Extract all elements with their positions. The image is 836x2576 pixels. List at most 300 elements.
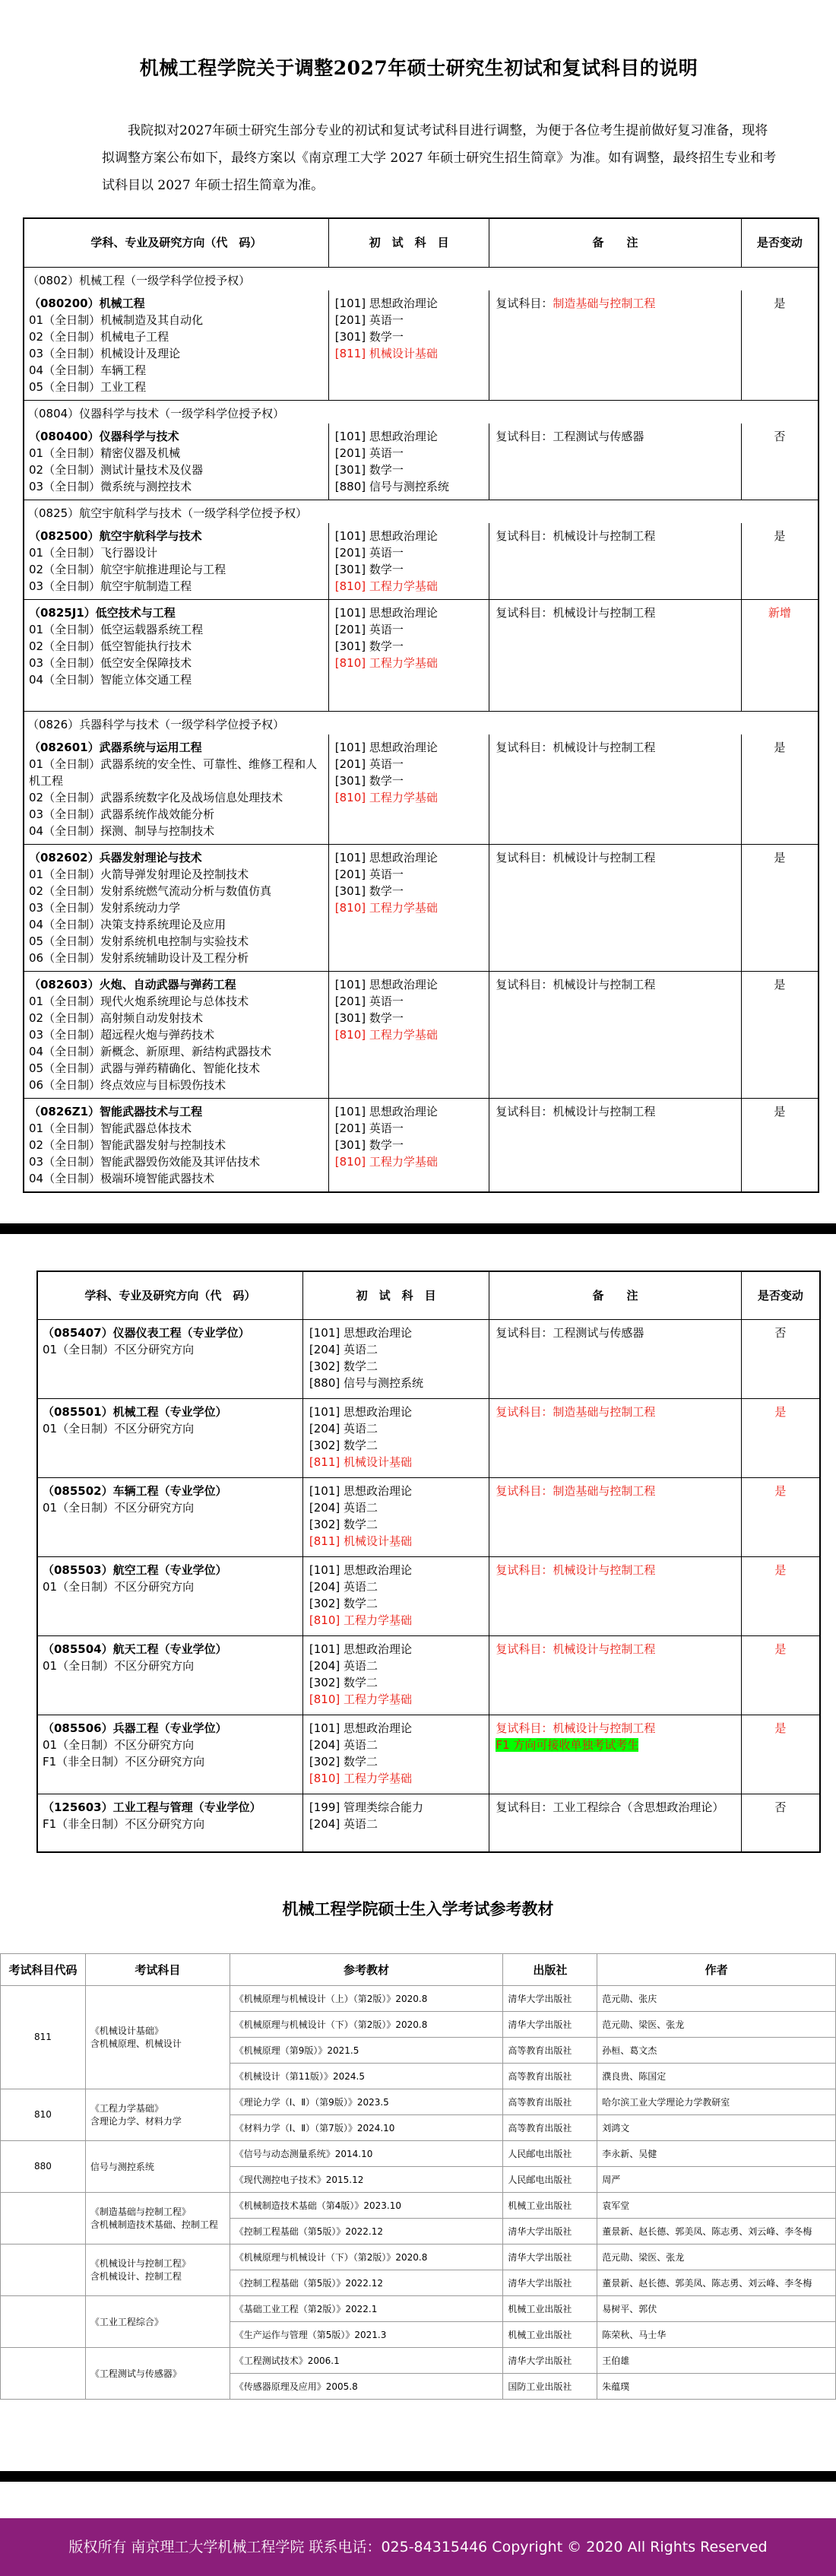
notes-cell	[489, 424, 741, 500]
section-notice	[0, 0, 836, 1193]
direction-item: 06（全日制）终点效应与目标毁伤技术	[29, 1077, 226, 1092]
retest-note: 复试科目：机械设计与控制工程	[496, 1642, 656, 1656]
publisher-cell: 国防工业出版社	[503, 2373, 597, 2399]
changed-cell: 是	[741, 844, 819, 971]
retest-value: 机械设计与控制工程	[553, 740, 656, 754]
changed-cell: 是	[741, 1715, 820, 1794]
publisher-cell: 清华大学出版社	[503, 2244, 597, 2270]
subject-item: [101] 思想政治理论	[334, 850, 438, 864]
direction-item: F1（非全日制）不区分研究方向	[43, 1755, 205, 1769]
notes-cell	[489, 1320, 741, 1399]
book-row	[1, 1985, 836, 2011]
major-name: （082601）武器系统与运用工程	[29, 740, 202, 754]
subjects-cell	[328, 424, 489, 500]
publisher-cell: 清华大学出版社	[503, 2270, 597, 2295]
retest-note	[496, 604, 734, 621]
subject-item: [302] 数学二	[309, 1439, 378, 1452]
publisher-cell: 清华大学出版社	[503, 2011, 597, 2037]
direction-item: 02（全日制）低空智能执行技术	[29, 639, 192, 653]
exam-code-cell	[1, 2347, 86, 2399]
notes-cell	[489, 1557, 741, 1636]
retest-note	[496, 295, 734, 312]
header-discipline: 学科、专业及研究方向（代 码）	[37, 1271, 302, 1320]
subject-item: [810] 工程力学基础	[309, 1613, 412, 1627]
subject-item: [811] 机械设计基础	[334, 346, 438, 360]
notes-cell	[489, 1794, 741, 1852]
direction-item: 06（全日制）发射系统辅助设计及工程分析	[29, 950, 249, 965]
exam-code-cell: 811	[1, 1985, 86, 2089]
notes-cell	[489, 1478, 741, 1557]
exam-code-cell: 880	[1, 2140, 86, 2192]
subjects-cell	[302, 1636, 489, 1715]
category-heading: （0804）仪器科学与技术（一级学科学位授予权）	[24, 400, 819, 424]
notes-cell	[489, 290, 741, 401]
notes-cell	[489, 1098, 741, 1192]
subject-item: [880] 信号与测控系统	[334, 479, 449, 493]
footer: 版权所有 南京理工大学机械工程学院 联系电话：025-84315446 Copyright © 2020 All Rights Reserved	[0, 2518, 836, 2576]
exam-subject-cell: 信号与测控系统	[85, 2140, 230, 2192]
major-name: （082603）火炮、自动武器与弹药工程	[29, 977, 236, 991]
direction-item: 02（全日制）航空宇航推进理论与工程	[29, 562, 226, 576]
retest-note: 复试科目：制造基础与控制工程	[496, 1484, 656, 1498]
major-cell	[24, 424, 328, 500]
table-row	[24, 734, 819, 845]
direction-item: 01（全日制）不区分研究方向	[43, 1738, 195, 1752]
subject-item: [204] 英语二	[309, 1738, 378, 1752]
exam-subject-cell: 《机械设计与控制工程》 含机械设计、控制工程	[85, 2244, 230, 2295]
subject-item: [204] 英语二	[309, 1659, 378, 1673]
category-row	[24, 500, 819, 523]
plan-table-professional	[36, 1271, 821, 1853]
exam-code-cell	[1, 2295, 86, 2347]
author-cell: 范元勋、张庆	[597, 1985, 836, 2011]
notes-cell	[489, 599, 741, 711]
publisher-cell: 机械工业出版社	[503, 2192, 597, 2218]
book-title-cell: 《机械制造技术基础（第4版）》2023.10	[230, 2192, 503, 2218]
retest-note	[496, 849, 734, 866]
book-title-cell: 《信号与动态测量系统》2014.10	[230, 2140, 503, 2166]
subject-item: [101] 思想政治理论	[309, 1405, 412, 1419]
retest-value: 机械设计与控制工程	[553, 1104, 656, 1118]
table-row	[37, 1320, 820, 1399]
subject-item: [201] 英语一	[334, 1121, 404, 1135]
subject-item: [101] 思想政治理论	[334, 977, 438, 991]
changed-cell: 新增	[741, 599, 819, 711]
publisher-cell: 人民邮电出版社	[503, 2140, 597, 2166]
table-row	[24, 844, 819, 971]
direction-item: 01（全日制）机械制造及其自动化	[29, 312, 204, 327]
direction-item: 02（全日制）机械电子工程	[29, 329, 169, 344]
table-row	[37, 1794, 820, 1852]
direction-item: 04（全日制）新概念、新原理、新结构武器技术	[29, 1044, 272, 1058]
publisher-cell: 高等教育出版社	[503, 2037, 597, 2063]
direction-item: F1（非全日制）不区分研究方向	[43, 1817, 205, 1831]
notes-cell	[489, 1715, 741, 1794]
direction-item: 03（全日制）智能武器毁伤效能及其评估技术	[29, 1154, 261, 1169]
book-title-cell: 《机械设计（第11版）》2024.5	[230, 2063, 503, 2089]
author-cell: 董景新、赵长德、郭美凤、陈志勇、刘云峰、李冬梅	[597, 2218, 836, 2244]
retest-note: 复试科目：制造基础与控制工程	[496, 1405, 656, 1419]
author-cell: 范元勋、梁医、张龙	[597, 2244, 836, 2270]
table-header-row	[24, 218, 819, 267]
subject-item: [301] 数学一	[334, 562, 404, 576]
direction-item: 01（全日制）智能武器总体技术	[29, 1121, 192, 1135]
retest-value: 工程测试与传感器	[553, 429, 644, 443]
subject-item: [204] 英语二	[309, 1817, 378, 1831]
major-name: （082602）兵器发射理论与技术	[29, 850, 202, 864]
major-name: （082500）航空宇航科学与技术	[29, 528, 202, 543]
author-cell: 哈尔滨工业大学理论力学教研室	[597, 2089, 836, 2114]
changed-cell: 是	[741, 1399, 820, 1478]
book-title-cell: 《机械原理（第9版）》2021.5	[230, 2037, 503, 2063]
subject-item: [204] 英语二	[309, 1343, 378, 1356]
direction-item: 04（全日制）探测、制导与控制技术	[29, 823, 215, 838]
subject-item: [101] 思想政治理论	[334, 605, 438, 620]
subject-item: [302] 数学二	[309, 1518, 378, 1531]
subject-item: [302] 数学二	[309, 1676, 378, 1689]
major-name: （085503）航空工程（专业学位）	[43, 1563, 227, 1577]
subject-item: [811] 机械设计基础	[309, 1534, 412, 1548]
author-cell: 周严	[597, 2166, 836, 2192]
subjects-cell	[302, 1320, 489, 1399]
publisher-cell: 机械工业出版社	[503, 2321, 597, 2347]
books-header-row	[1, 1953, 836, 1985]
subjects-cell	[302, 1478, 489, 1557]
subjects-cell	[328, 290, 489, 401]
table-row	[24, 290, 819, 401]
publisher-cell: 高等教育出版社	[503, 2089, 597, 2114]
changed-cell: 是	[741, 971, 819, 1098]
subjects-cell	[302, 1794, 489, 1852]
retest-value: 机械设计与控制工程	[553, 977, 656, 991]
subject-item: [101] 思想政治理论	[309, 1326, 412, 1340]
subject-item: [101] 思想政治理论	[334, 1104, 438, 1118]
retest-label: 复试科目：	[496, 296, 553, 310]
book-title-cell: 《理论力学（Ⅰ、Ⅱ）（第9版）》2023.5	[230, 2089, 503, 2114]
book-row	[1, 2140, 836, 2166]
retest-label: 复试科目：	[496, 977, 553, 991]
category-row	[24, 267, 819, 290]
retest-note	[496, 739, 734, 756]
book-title-cell: 《控制工程基础（第5版）》2022.12	[230, 2270, 503, 2295]
notes-cell	[489, 1399, 741, 1478]
publisher-cell: 清华大学出版社	[503, 2347, 597, 2373]
major-cell	[37, 1399, 302, 1478]
direction-item: 02（全日制）高射频自动发射技术	[29, 1010, 204, 1025]
subject-item: [302] 数学二	[309, 1597, 378, 1610]
exam-code-cell	[1, 2192, 86, 2244]
book-title-cell: 《基础工业工程（第2版）》2022.1	[230, 2295, 503, 2321]
retest-note	[496, 428, 734, 445]
subject-item: [101] 思想政治理论	[334, 296, 438, 310]
author-cell: 范元勋、梁医、张龙	[597, 2011, 836, 2037]
books-title: 机械工程学院硕士生入学考试参考教材	[282, 1899, 554, 1918]
changed-cell: 是	[741, 523, 819, 600]
subjects-cell	[302, 1715, 489, 1794]
major-cell	[24, 523, 328, 600]
direction-item: 03（全日制）发射系统动力学	[29, 900, 181, 915]
direction-item: 01（全日制）飞行器设计	[29, 545, 158, 560]
author-cell: 袁军堂	[597, 2192, 836, 2218]
retest-extra-note: F1 方向可接收单独考试考生	[496, 1738, 639, 1752]
major-name: （085502）车辆工程（专业学位）	[43, 1484, 227, 1498]
subject-item: [101] 思想政治理论	[309, 1563, 412, 1577]
changed-cell: 否	[741, 1320, 820, 1399]
page-title: 机械工程学院关于调整2027年硕士研究生初试和复试科目的说明	[139, 57, 698, 79]
book-row	[1, 2347, 836, 2373]
retest-value: 机械设计与控制工程	[553, 850, 656, 864]
subject-item: [201] 英语一	[334, 545, 404, 560]
direction-item: 03（全日制）机械设计及理论	[29, 346, 181, 360]
category-row	[24, 400, 819, 424]
book-title-cell: 《控制工程基础（第5版）》2022.12	[230, 2218, 503, 2244]
major-name: （125603）工业工程与管理（专业学位）	[43, 1800, 261, 1814]
intro-paragraph: 我院拟对2027年硕士研究生部分专业的初试和复试考试科目进行调整，为便于各位考生提前做好复习准备，现将拟调整方案公布如下，最终方案以《南京理工大学 2027 年硕士研究生招生简章》为准。如有调整，最终招生专业和考试科目以 2027 年硕士招生简章为准。	[102, 123, 777, 193]
subjects-cell	[328, 734, 489, 845]
subjects-cell	[328, 599, 489, 711]
direction-item: 03（全日制）微系统与测控技术	[29, 479, 192, 493]
subjects-cell	[328, 844, 489, 971]
major-cell	[37, 1320, 302, 1399]
subject-item: [204] 英语二	[309, 1422, 378, 1436]
author-cell: 孙桓、葛文杰	[597, 2037, 836, 2063]
books-header-cell: 参考教材	[230, 1953, 503, 1985]
book-row	[1, 2244, 836, 2270]
major-cell	[24, 599, 328, 711]
table-row	[37, 1399, 820, 1478]
direction-item: 05（全日制）工业工程	[29, 379, 147, 394]
book-title-cell: 《机械原理与机械设计（上）（第2版）》2020.8	[230, 1985, 503, 2011]
major-cell	[24, 971, 328, 1098]
header-exam-subjects: 初 试 科 目	[328, 218, 489, 267]
major-cell	[37, 1478, 302, 1557]
direction-item: 01（全日制）不区分研究方向	[43, 1501, 195, 1515]
direction-item: 04（全日制）决策支持系统理论及应用	[29, 917, 226, 931]
direction-item: 02（全日制）发射系统燃气流动分析与数值仿真	[29, 884, 272, 898]
notes-cell	[489, 844, 741, 971]
direction-item: 01（全日制）精密仪器及机械	[29, 446, 181, 460]
exam-subject-cell: 《工程力学基础》 含理论力学、材料力学	[85, 2089, 230, 2140]
subject-item: [301] 数学一	[334, 329, 404, 344]
footer-divider	[0, 2471, 836, 2482]
retest-note: 复试科目：工程测试与传感器	[496, 1326, 644, 1340]
subject-item: [201] 英语一	[334, 446, 404, 460]
direction-item: 04（全日制）智能立体交通工程	[29, 672, 192, 687]
subject-item: [101] 思想政治理论	[309, 1721, 412, 1735]
table-header-row	[37, 1271, 820, 1320]
direction-item: 02（全日制）武器系统数字化及战场信息处理技术	[29, 790, 283, 804]
book-title-cell: 《现代测控电子技术》2015.12	[230, 2166, 503, 2192]
retest-label: 复试科目：	[496, 740, 553, 754]
major-cell	[37, 1715, 302, 1794]
subject-item: [201] 英语一	[334, 757, 404, 771]
exam-subject-cell: 《机械设计基础》 含机械原理、机械设计	[85, 1985, 230, 2089]
header-changed: 是否变动	[741, 218, 819, 267]
subject-item: [201] 英语一	[334, 867, 404, 881]
direction-item: 05（全日制）武器与弹药精确化、智能化技术	[29, 1061, 261, 1075]
major-cell	[37, 1794, 302, 1852]
retest-label: 复试科目：	[496, 1104, 553, 1118]
category-heading: （0826）兵器科学与技术（一级学科学位授予权）	[24, 711, 819, 734]
retest-value: 制造基础与控制工程	[553, 296, 656, 310]
table-row	[24, 424, 819, 500]
header-discipline: 学科、专业及研究方向（代 码）	[24, 218, 328, 267]
direction-item: 01（全日制）不区分研究方向	[43, 1580, 195, 1594]
author-cell: 易树平、郭伏	[597, 2295, 836, 2321]
retest-value: 机械设计与控制工程	[553, 605, 656, 620]
table-row	[24, 1098, 819, 1192]
changed-cell: 是	[741, 1098, 819, 1192]
changed-cell: 是	[741, 1478, 820, 1557]
subject-item: [301] 数学一	[334, 884, 404, 898]
major-name: （085407）仪器仪表工程（专业学位）	[43, 1326, 250, 1340]
exam-code-cell	[1, 2244, 86, 2295]
subject-item: [810] 工程力学基础	[334, 1154, 438, 1169]
author-cell: 刘鸿文	[597, 2114, 836, 2140]
retest-label: 复试科目：	[496, 850, 553, 864]
book-row	[1, 2295, 836, 2321]
major-name: （085504）航天工程（专业学位）	[43, 1642, 227, 1656]
subject-item: [880] 信号与测控系统	[309, 1376, 423, 1390]
retest-label: 复试科目：	[496, 605, 553, 620]
book-row	[1, 2192, 836, 2218]
author-cell: 朱蕴璞	[597, 2373, 836, 2399]
major-name: （085506）兵器工程（专业学位）	[43, 1721, 227, 1735]
table-row	[37, 1636, 820, 1715]
major-cell	[24, 290, 328, 401]
subjects-cell	[328, 523, 489, 600]
subject-item: [810] 工程力学基础	[334, 790, 438, 804]
exam-code-cell: 810	[1, 2089, 86, 2140]
author-cell: 王伯雄	[597, 2347, 836, 2373]
author-cell: 陈荣秋、马士华	[597, 2321, 836, 2347]
header-notes: 备 注	[489, 1271, 741, 1320]
direction-item: 03（全日制）武器系统作战效能分析	[29, 807, 215, 821]
direction-item: 01（全日制）不区分研究方向	[43, 1659, 195, 1673]
header-changed: 是否变动	[741, 1271, 820, 1320]
retest-note	[496, 1103, 734, 1120]
direction-item: 02（全日制）测试计量技术及仪器	[29, 462, 204, 477]
book-title-cell: 《机械原理与机械设计（下）（第2版）》2020.8	[230, 2244, 503, 2270]
table-row	[24, 599, 819, 711]
changed-cell: 否	[741, 424, 819, 500]
direction-item: 01（全日制）低空运载器系统工程	[29, 622, 204, 636]
subject-item: [301] 数学一	[334, 773, 404, 788]
subject-item: [201] 英语一	[334, 312, 404, 327]
book-title-cell: 《生产运作与管理（第5版）》2021.3	[230, 2321, 503, 2347]
subject-item: [101] 思想政治理论	[334, 740, 438, 754]
retest-note: 复试科目：工业工程综合（含思想政治理论）	[496, 1800, 724, 1814]
retest-note	[496, 976, 734, 993]
subject-item: [301] 数学一	[334, 1010, 404, 1025]
reference-books-table	[0, 1953, 836, 2400]
books-header-cell: 作者	[597, 1953, 836, 1985]
changed-cell: 是	[741, 290, 819, 401]
subject-item: [101] 思想政治理论	[309, 1642, 412, 1656]
publisher-cell: 人民邮电出版社	[503, 2166, 597, 2192]
table-row	[24, 523, 819, 600]
retest-note: 复试科目：机械设计与控制工程	[496, 1721, 656, 1735]
publisher-cell: 清华大学出版社	[503, 2218, 597, 2244]
retest-note	[496, 528, 734, 544]
major-cell	[24, 1098, 328, 1192]
major-name: （080400）仪器科学与技术	[29, 429, 179, 443]
category-heading: （0802）机械工程（一级学科学位授予权）	[24, 267, 819, 290]
direction-item: 03（全日制）航空宇航制造工程	[29, 579, 192, 593]
subject-item: [201] 英语一	[334, 622, 404, 636]
changed-cell: 是	[741, 1636, 820, 1715]
book-row	[1, 2089, 836, 2114]
subject-item: [302] 数学二	[309, 1755, 378, 1769]
direction-item: 04（全日制）极端环境智能武器技术	[29, 1171, 215, 1185]
major-cell	[37, 1636, 302, 1715]
subjects-cell	[302, 1557, 489, 1636]
books-header-cell: 考试科目代码	[1, 1953, 86, 1985]
table-row	[37, 1715, 820, 1794]
author-cell: 董景新、赵长德、郭美凤、陈志勇、刘云峰、李冬梅	[597, 2270, 836, 2295]
notes-cell	[489, 734, 741, 845]
category-heading: （0825）航空宇航科学与技术（一级学科学位授予权）	[24, 500, 819, 523]
subjects-cell	[302, 1399, 489, 1478]
table-row	[37, 1478, 820, 1557]
notes-cell	[489, 1636, 741, 1715]
subject-item: [810] 工程力学基础	[334, 579, 438, 593]
books-header-cell: 出版社	[503, 1953, 597, 1985]
notes-cell	[489, 971, 741, 1098]
subject-item: [810] 工程力学基础	[309, 1772, 412, 1785]
major-name: （0826Z1）智能武器技术与工程	[29, 1104, 203, 1118]
book-title-cell: 《机械原理与机械设计（下）（第2版）》2020.8	[230, 2011, 503, 2037]
changed-cell: 是	[741, 1557, 820, 1636]
subject-item: [199] 管理类综合能力	[309, 1800, 423, 1814]
subject-item: [301] 数学一	[334, 462, 404, 477]
major-cell	[24, 734, 328, 845]
author-cell: 李永新、吴健	[597, 2140, 836, 2166]
subject-item: [204] 英语二	[309, 1501, 378, 1515]
direction-item: 03（全日制）低空安全保障技术	[29, 655, 192, 670]
direction-item: 02（全日制）智能武器发射与控制技术	[29, 1137, 226, 1152]
category-row	[24, 711, 819, 734]
retest-note: 复试科目：机械设计与控制工程	[496, 1563, 656, 1577]
plan-table-academic	[23, 217, 819, 1193]
subject-item: [810] 工程力学基础	[334, 900, 438, 915]
section-professional	[0, 1234, 836, 1853]
subject-item: [301] 数学一	[334, 639, 404, 653]
publisher-cell: 高等教育出版社	[503, 2114, 597, 2140]
exam-subject-cell: 《制造基础与控制工程》 含机械制造技术基础、控制工程	[85, 2192, 230, 2244]
subject-item: [201] 英语一	[334, 994, 404, 1008]
direction-item: 04（全日制）车辆工程	[29, 363, 147, 377]
major-name: （085501）机械工程（专业学位）	[43, 1405, 227, 1419]
book-title-cell: 《传感器原理及应用》2005.8	[230, 2373, 503, 2399]
major-cell	[37, 1557, 302, 1636]
publisher-cell: 清华大学出版社	[503, 1985, 597, 2011]
book-title-cell: 《工程测试技术》2006.1	[230, 2347, 503, 2373]
notes-cell	[489, 523, 741, 600]
subject-item: [810] 工程力学基础	[334, 1027, 438, 1042]
header-exam-subjects: 初 试 科 目	[302, 1271, 489, 1320]
retest-label: 复试科目：	[496, 429, 553, 443]
direction-item: 01（全日制）不区分研究方向	[43, 1343, 195, 1356]
subject-item: [810] 工程力学基础	[309, 1692, 412, 1706]
changed-cell: 是	[741, 734, 819, 845]
section-divider	[0, 1223, 836, 1234]
direction-item: 01（全日制）现代火炮系统理论与总体技术	[29, 994, 249, 1008]
direction-item: 01（全日制）火箭导弹发射理论及控制技术	[29, 867, 249, 881]
retest-value: 机械设计与控制工程	[553, 528, 656, 543]
publisher-cell: 机械工业出版社	[503, 2295, 597, 2321]
table-row	[24, 971, 819, 1098]
